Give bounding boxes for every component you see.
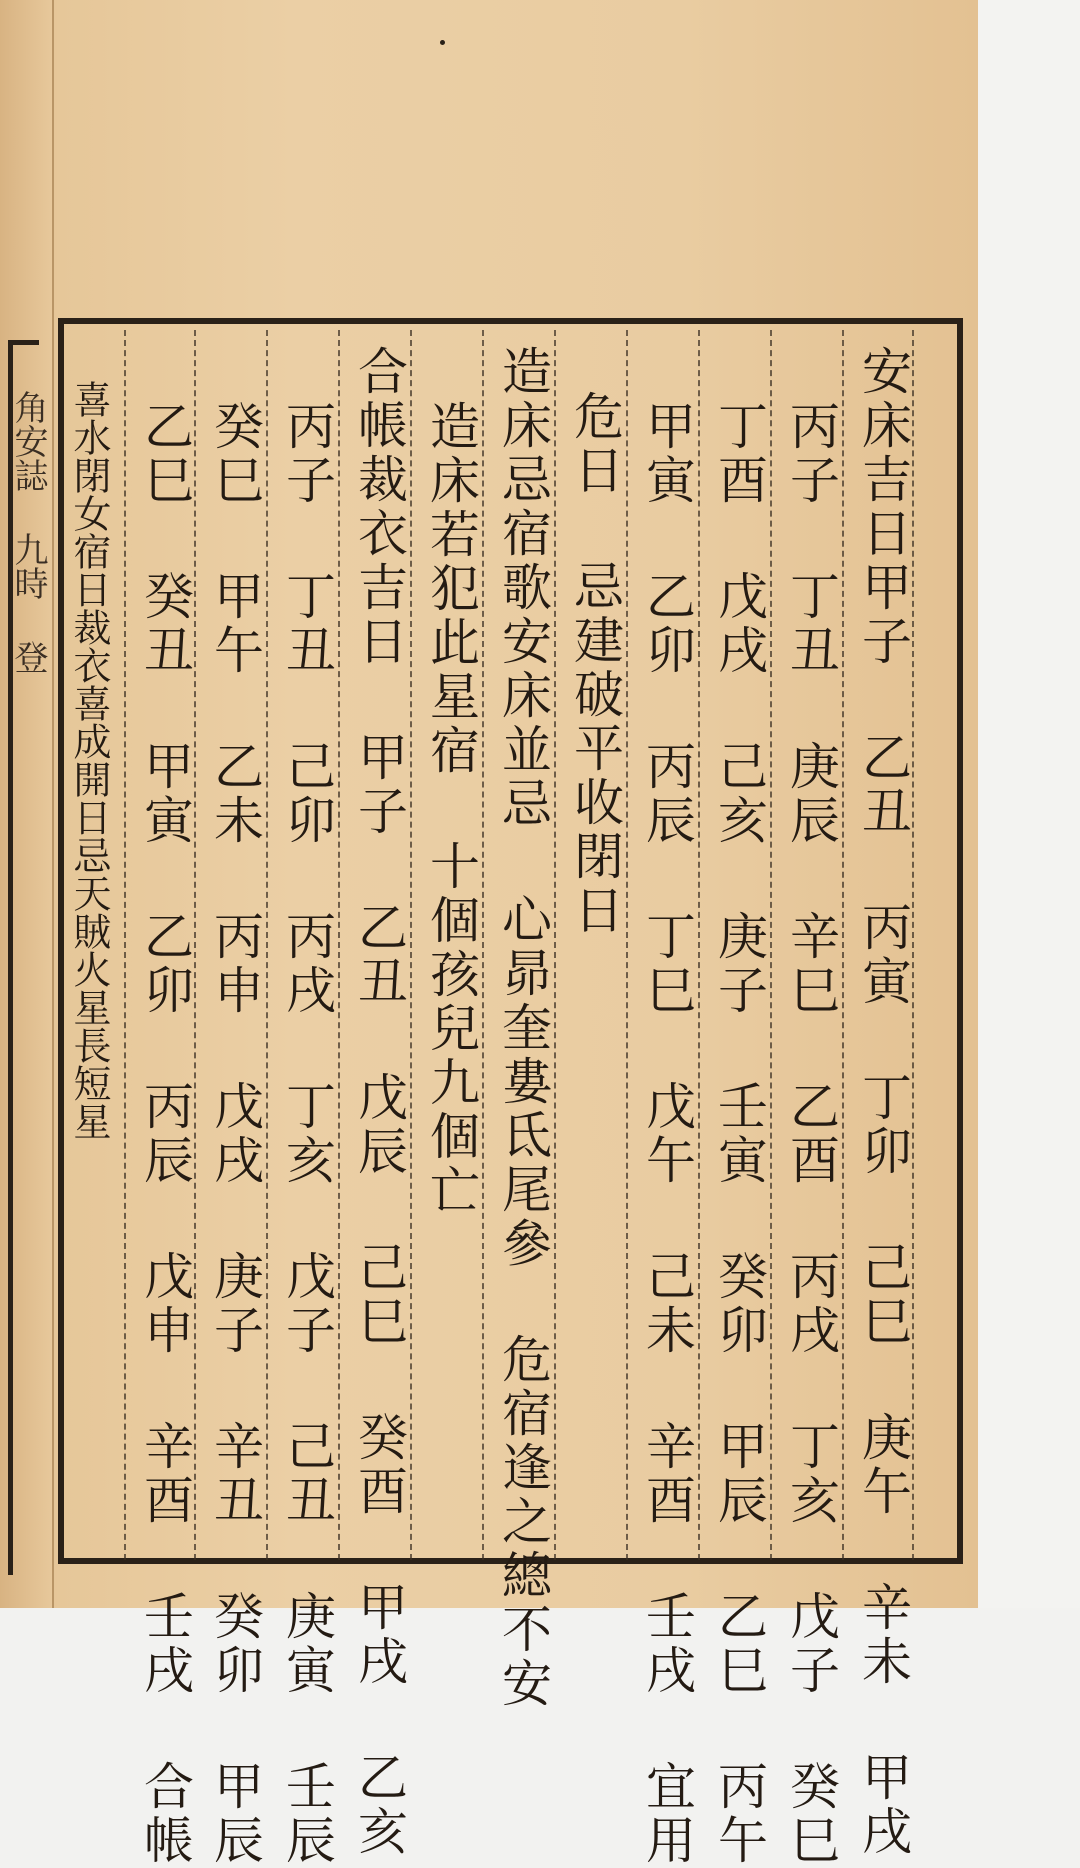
text-column-7: 造床若犯此星宿 十個孩兒九個亡 [422,400,480,1218]
text-column-12: 喜水閉女宿日裁衣喜成開日忌天賊火星長短星 [67,380,111,1140]
text-column-8: 合帳裁衣吉日 甲子 乙丑 戊辰 己巳 癸酉 甲戌 乙亥 [350,345,408,1859]
column-rule [482,330,484,1560]
scan-margin [978,0,1080,1608]
text-column-5: 危日 忌建破平收閉日 [566,390,624,938]
text-column-3: 丁酉 戊戌 己亥 庚子 壬寅 癸卯 甲辰 乙巳 丙午 [710,400,768,1868]
column-rule [338,330,340,1560]
text-column-6: 造床忌宿歌安床並忌 心昴奎婁氐尾參 危宿逢之總不安 [494,345,552,1711]
previous-page-text: 角安誌 九時 登 [8,390,48,674]
column-rule [554,330,556,1560]
ink-spot [440,40,445,45]
text-column-1: 安床吉日甲子 乙丑 丙寅 丁卯 己巳 庚午 辛未 甲戌 [854,345,912,1859]
column-rule [842,330,844,1560]
column-rule [410,330,412,1560]
column-rule [124,330,126,1560]
column-rule [266,330,268,1560]
text-column-2: 丙子 丁丑 庚辰 辛巳 乙酉 丙戌 丁亥 戊子 癸巳 [782,400,840,1868]
text-column-4: 甲寅 乙卯 丙辰 丁巳 戊午 己未 辛酉 壬戌 宜用 [638,400,696,1868]
column-rule [698,330,700,1560]
column-rule [770,330,772,1560]
column-rule [626,330,628,1560]
text-column-11: 乙巳 癸丑 甲寅 乙卯 丙辰 戊申 辛酉 壬戌 合帳 [136,400,194,1868]
text-column-9: 丙子 丁丑 己卯 丙戌 丁亥 戊子 己丑 庚寅 壬辰 [278,400,336,1868]
text-column-10: 癸巳 甲午 乙未 丙申 戊戌 庚子 辛丑 癸卯 甲辰 [206,400,264,1868]
